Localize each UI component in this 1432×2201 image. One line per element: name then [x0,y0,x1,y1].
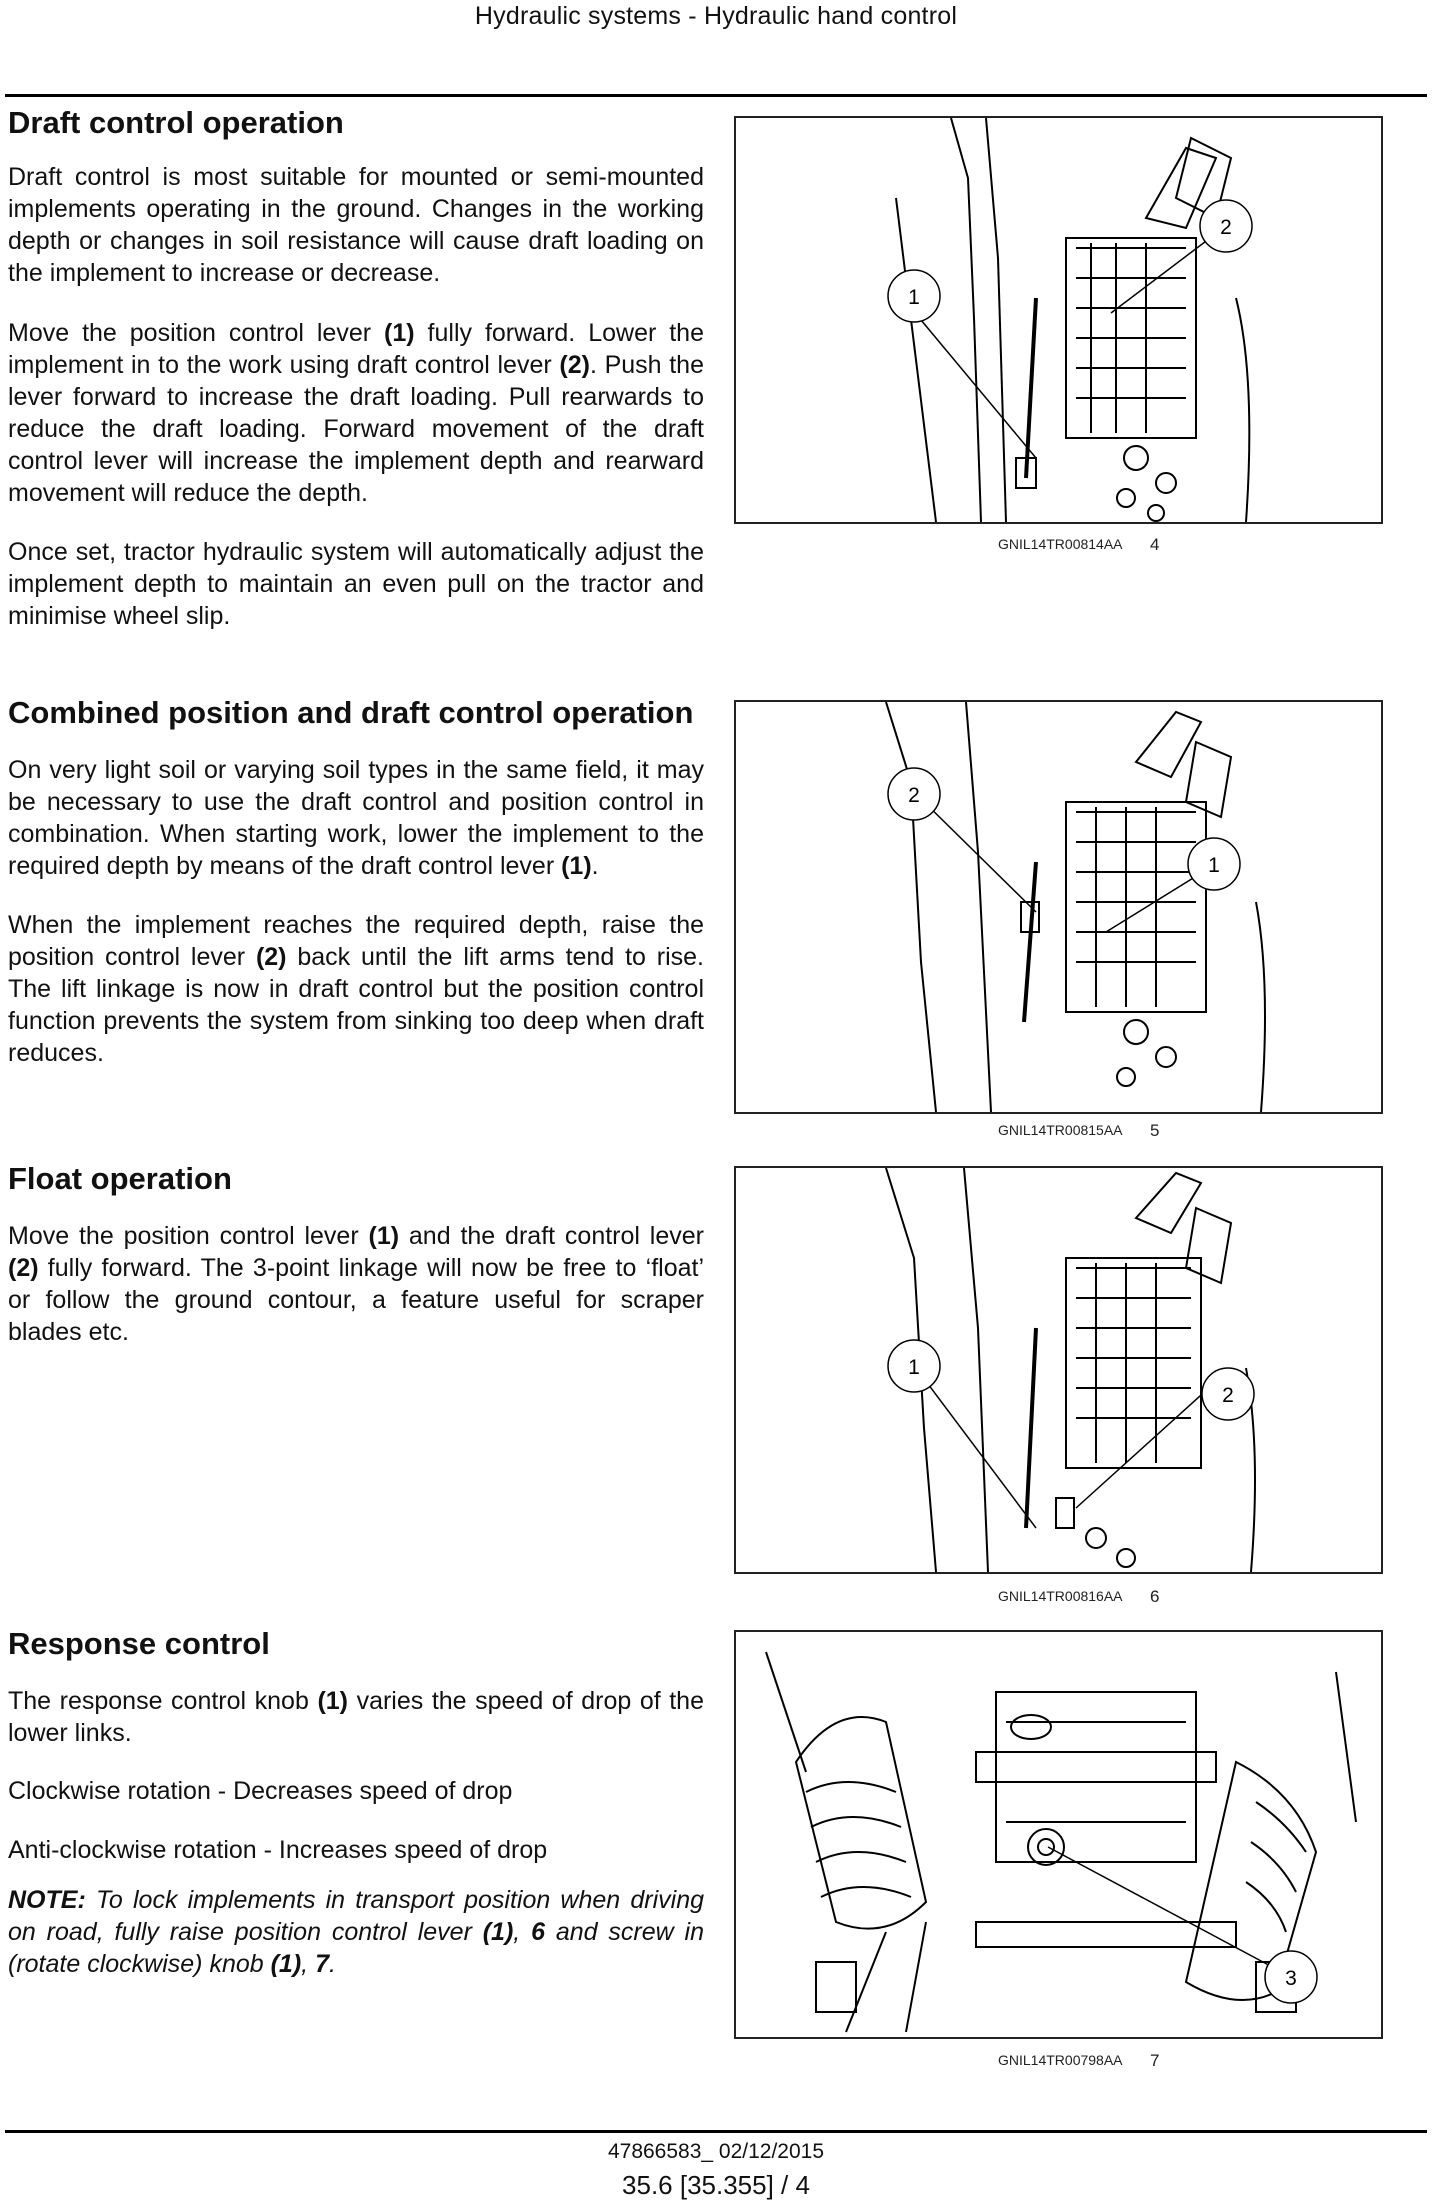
draft-paragraph-1: Draft control is most suitable for mounted or semi-mounted implements operating in the ground. Changes in the working depth or changes in soil resistance will cause draft loading on the implement to increase or decrease. [8,163,704,287]
callout-2: 2 [1222,1384,1234,1407]
section-combined-control [8,694,704,1069]
figure-5-caption: GNIL14TR00815AA 5 [998,1121,1160,1140]
header-rule [5,94,1427,97]
footer-doc-code: 47866583_ 02/12/2015 [607,2140,825,2163]
lever-illustration [736,702,1381,1112]
lever-illustration [736,1168,1381,1572]
combined-paragraph-2: When the implement reaches the required depth, raise the position control lever (2) back until the lift arms tend to rise. The lift linkage is now in draft control but the position control function prevents the system from sinking too deep when draft reduces. [8,911,704,1067]
response-paragraph-3: Anti-clockwise rotation - Increases speed of drop [8,1836,548,1864]
callout-3: 3 [1285,1967,1297,1990]
callout-2: 2 [908,784,920,807]
footer-page-number: 35.6 [35.355] / 4 [622,2170,810,2200]
callout-1: 1 [908,286,920,309]
section-float [8,1160,704,1348]
figure-6-caption: GNIL14TR00816AA 6 [998,1587,1160,1606]
response-note: NOTE: To lock implements in transport position when driving on road, fully raise position control lever (1), 6 and screw in (rotate clockwise) knob (1), 7. [8,1886,704,1978]
response-paragraph-2: Clockwise rotation - Decreases speed of drop [8,1777,513,1805]
callout-1: 1 [1208,854,1220,877]
figure-7-caption: GNIL14TR00798AA 7 [998,2051,1160,2070]
figure-4-caption: GNIL14TR00814AA 4 [998,535,1160,554]
combined-paragraph-1: On very light soil or varying soil types in the same field, it may be necessary to use the draft control and position control in combination. When starting work, lower the implement to the required depth by means of the draft control lever (1). [8,756,704,880]
running-header: Hydraulic systems - Hydraulic hand control [474,2,958,30]
response-paragraph-1: The response control knob (1) varies the speed of drop of the lower links. [8,1687,704,1747]
figure-4-image [734,116,1383,524]
footer-rule [5,2130,1427,2133]
section-response-control [8,1625,704,1980]
figure-6-image [734,1166,1383,1574]
callout-1: 1 [908,1356,920,1379]
lever-illustration [736,118,1381,522]
callout-2: 2 [1220,216,1232,239]
heading-response-control: Response control [8,1626,270,1661]
heading-draft-control: Draft control operation [8,105,344,140]
heading-combined-control: Combined position and draft control operation [8,695,694,730]
figure-5-image [734,700,1383,1114]
section-draft-control [8,104,704,632]
figure-7-image [734,1630,1383,2039]
float-paragraph-1: Move the position control lever (1) and the draft control lever (2) fully forward. The 3-point linkage will now be free to ‘float’ or follow the ground contour, a feature useful for scraper blades etc. [8,1222,704,1346]
heading-float: Float operation [8,1161,232,1196]
response-knob-illustration [736,1632,1381,2037]
draft-paragraph-3: Once set, tractor hydraulic system will automatically adjust the implement depth to maintain an even pull on the tractor and minimise wheel slip. [8,538,704,630]
draft-paragraph-2: Move the position control lever (1) fully forward. Lower the implement in to the work using draft control lever (2). Push the lever forward to increase the draft loading. Pull rearwards to reduce the draft loading. Forward movement of the draft control lever will increase the implement depth and rearward movement will reduce the depth. [8,319,704,507]
